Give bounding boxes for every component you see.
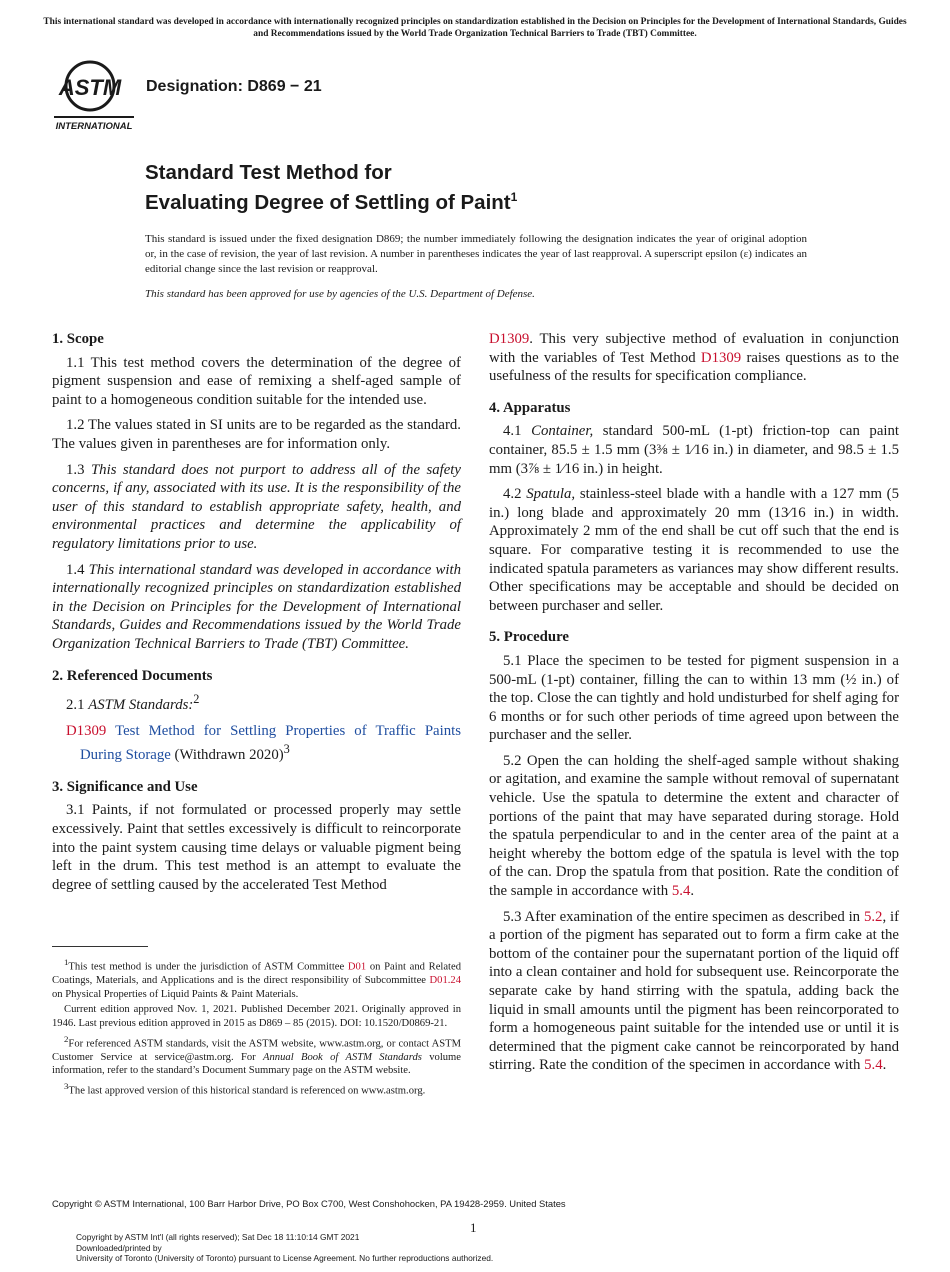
section-heading-significance: 3. Significance and Use bbox=[52, 778, 198, 795]
footnote-1 bbox=[52, 956, 461, 1001]
paragraph-text: . This very subjective method of evaluation in conjunction with the variables of Test Method bbox=[489, 331, 899, 366]
footnote-text: Annual Book of ASTM Standards bbox=[263, 1051, 422, 1063]
reference-status: (Withdrawn 2020) bbox=[174, 747, 284, 764]
footnote-mark: 3 bbox=[283, 742, 290, 757]
reference-title-link[interactable]: Test Method for Settling Properties of Traffic Paints During Storage bbox=[80, 722, 461, 764]
reference-link-d1309[interactable]: D1309 bbox=[700, 349, 742, 366]
dod-approval-note: This standard has been approved for use by agencies of the U.S. Department of Defense. bbox=[145, 288, 535, 300]
download-notice bbox=[76, 1232, 493, 1264]
footnote-2 bbox=[52, 1033, 461, 1078]
intro-paragraph: This standard is issued under the fixed designation D869; the number immediately following the designation indicates the year of original adoption or, in the case of revision, the year of last revision. A number in parentheses indicates the year of last reapproval. A superscript epsilon (ε) indicates an editorial change since the last revision or reapproval. bbox=[145, 233, 807, 275]
intro-block bbox=[145, 232, 807, 312]
footnote-mark: 2 bbox=[193, 692, 200, 707]
paragraph-1-4 bbox=[52, 561, 461, 654]
paragraph-1-1: 1.1 This test method covers the determination of the degree of pigment suspension and ease of remixing a shelf-aged sample of paint to a homogeneous condition suitable for the intended use. bbox=[52, 354, 461, 408]
footnote-text: volume information, refer to the standard’s Document Summary page on the ASTM website. bbox=[52, 1051, 461, 1077]
document-title bbox=[145, 160, 517, 215]
paragraph-text: 5.3 After examination of the entire specimen as described in bbox=[503, 908, 861, 925]
paragraph-4-2 bbox=[489, 485, 899, 615]
section-link-5-2[interactable]: 5.2 bbox=[863, 908, 883, 925]
term: Spatula, bbox=[526, 486, 576, 503]
footnote-text: on Physical Properties of Liquid Paints & Paint Materials. bbox=[52, 988, 299, 1000]
section-heading-referenced-documents: 2. Referenced Documents bbox=[52, 667, 213, 684]
paragraph-text: This standard does not purport to address all of the safety concerns, if any, associated with its use. It is the responsibility of the user of this standard to establish appropriate safety, health, and environmental practices and determine the applicability of regulatory limitations prior to use. bbox=[52, 461, 461, 552]
punctuation: . bbox=[882, 1057, 887, 1074]
paragraph-3-1-continued bbox=[489, 330, 899, 386]
standard-notice: This international standard was developed in accordance with internationally recognized principles on standardization established in the Decision on Principles for the Development of International Standards, Guides and Recommendations issued by the World Trade Organization Technical Barriers to Trade (TBT) Committee. bbox=[43, 17, 907, 39]
committee-link[interactable]: D01 bbox=[347, 961, 367, 973]
footnote-text: on Paint and Related Coatings, Materials, and Applications and is the direct responsibility of Subcommittee bbox=[52, 961, 461, 987]
term: Container, bbox=[531, 423, 594, 440]
footnote-3 bbox=[52, 1080, 461, 1098]
footnote-1-edition: Current edition approved Nov. 1, 2021. Published December 2021. Originally approved in 1946. Last previous edition approved in 2015 as D869 – 85 (2015). DOI: 10.1520/D0869-21. bbox=[52, 1004, 461, 1029]
reference-code-link[interactable]: D1309 bbox=[66, 722, 107, 739]
footnote-number: 3 bbox=[64, 1080, 69, 1091]
title-line-1: Standard Test Method for bbox=[145, 161, 392, 184]
reference-entry bbox=[52, 722, 461, 765]
download-line: Copyright by ASTM Int'l (all rights reserved); Sat Dec 18 11:10:14 GMT 2021 bbox=[76, 1232, 360, 1242]
footnotes bbox=[52, 956, 461, 1100]
title-footnote-mark: 1 bbox=[510, 190, 518, 204]
logo-subtext: INTERNATIONAL bbox=[55, 121, 133, 132]
footnote-number: 1 bbox=[64, 957, 69, 967]
paragraph-text: stainless-steel blade with a handle with a 127 mm (5 in.) long blade and approximately 20 mm (13⁄16 in.) in width. Approximately 2 mm of the end shall be cut off such that the end is square. For comparative testing it is recommended to use the indicated spatula parameters as variances may show different results. Other specifications may be acceptable and should be decided on between purchaser and seller. bbox=[489, 486, 900, 614]
paragraph-number: 1.4 bbox=[66, 561, 85, 578]
section-heading-scope: 1. Scope bbox=[52, 331, 104, 347]
copyright-line: Copyright © ASTM International, 100 Barr Harbor Drive, PO Box C700, West Conshohocken, PA 19428-2959. United States bbox=[52, 1198, 566, 1209]
astm-logo bbox=[52, 58, 136, 132]
paragraph-number: 4.1 bbox=[503, 423, 522, 440]
download-line: Downloaded/printed by bbox=[76, 1242, 162, 1253]
left-column bbox=[52, 330, 461, 901]
page-number: 1 bbox=[470, 1220, 477, 1235]
paragraph-text: , if a portion of the pigment has separated out to form a firm cake at the bottom of the container pour the supernatant portion of the liquid off into a clean container and hold for subsequent use. Reincorporate the separate cake by hand stirring with the spatula, adding back the liquid in small amounts until the pigment has been reincorporated to form a homogeneous paint suitable for the intended use or until it is determined that the pigment cake cannot be reincorporated by hand stirring. Rate the condition of the specimen in accordance with bbox=[489, 908, 900, 1074]
section-link-5-4[interactable]: 5.4 bbox=[864, 1057, 883, 1074]
footnote-number: 2 bbox=[64, 1033, 69, 1044]
section-heading-apparatus: 4. Apparatus bbox=[489, 399, 571, 416]
download-line: University of Toronto (University of Toronto) pursuant to License Agreement. No further reproductions authorized. bbox=[76, 1253, 494, 1263]
paragraph-text: raises questions as to the usefulness of the results for specification compliance. bbox=[489, 349, 899, 385]
footnote-text: The last approved version of this historical standard is referenced on www.astm.org. bbox=[68, 1085, 426, 1097]
paragraph-4-1 bbox=[489, 422, 899, 478]
paragraph-5-2 bbox=[489, 752, 899, 901]
paragraph-text: ASTM Standards: bbox=[88, 697, 194, 714]
footnote-divider bbox=[52, 946, 148, 947]
paragraph-text: standard 500-mL (1-pt) friction-top can paint container, 85.5 ± 1.5 mm (3⅜ ± 1⁄16 in.) in diameter, and 98.5 ± 1.5 mm (3⅞ ± 1⁄16 in.) in height. bbox=[489, 423, 900, 477]
paragraph-1-2: 1.2 The values stated in SI units are to be regarded as the standard. The values given in parentheses are for information only. bbox=[52, 417, 461, 452]
paragraph-2-1 bbox=[52, 690, 461, 715]
paragraph-text: 5.2 Open the can holding the shelf-aged sample without shaking or agitation, and examine the sample without removal of supernatant vehicle. Use the spatula to determine the extent and character of portions of the paint that may have separated during storage. Hold the spatula perpendicular to and in the center area of the paint at a height whereby the bottom edge of the spatula is level with the top of the can. Drop the spatula from that position. Rate the condition of the sample in accordance with bbox=[489, 752, 899, 900]
section-heading-procedure: 5. Procedure bbox=[489, 629, 569, 646]
paragraph-5-1: 5.1 Place the specimen to be tested for pigment suspension in a 500-mL (1-pt) container, filling the can to within 13 mm (½ in.) of the top. Close the can tightly and hold undisturbed for shelf aging for 6 months or for such other periods of time agreed upon between the purchaser and the seller. bbox=[489, 652, 899, 744]
paragraph-text: This international standard was developed in accordance with internationally recognized principles on standardization established in the Decision on Principles for the Development of International Standards, Guides and Recommendations issued by the World Trade Organization Technical Barriers to Trade (TBT) Committee. bbox=[52, 561, 461, 652]
footnote-text: For referenced ASTM standards, visit the ASTM website, www.astm.org, or contact ASTM Customer Service at service@astm.org. For bbox=[52, 1038, 461, 1063]
paragraph-number: 1.3 bbox=[66, 461, 85, 478]
paragraph-number: 2.1 bbox=[66, 697, 85, 714]
section-link-5-4[interactable]: 5.4 bbox=[671, 883, 691, 900]
designation: Designation: D869 − 21 bbox=[146, 78, 322, 95]
paragraph-3-1: 3.1 Paints, if not formulated or processed properly may settle excessively. Paint that settles excessively is difficult to reincorporate into the paint system causing time delays or valuable pigment being left in the drum. This test method is an attempt to evaluate the degree of settling caused by the accelerated Test Method bbox=[52, 802, 461, 893]
paragraph-5-3 bbox=[489, 908, 899, 1075]
title-line-2: Evaluating Degree of Settling of Paint bbox=[145, 190, 511, 214]
right-column bbox=[489, 330, 899, 1082]
subcommittee-link[interactable]: D01.24 bbox=[429, 975, 461, 987]
footnote-text: This test method is under the jurisdiction of ASTM Committee bbox=[68, 961, 345, 973]
logo-mark-text: ASTM bbox=[58, 75, 122, 100]
punctuation: . bbox=[690, 883, 695, 900]
reference-link-d1309[interactable]: D1309 bbox=[489, 331, 530, 347]
paragraph-1-3 bbox=[52, 461, 461, 554]
paragraph-number: 4.2 bbox=[503, 486, 522, 503]
